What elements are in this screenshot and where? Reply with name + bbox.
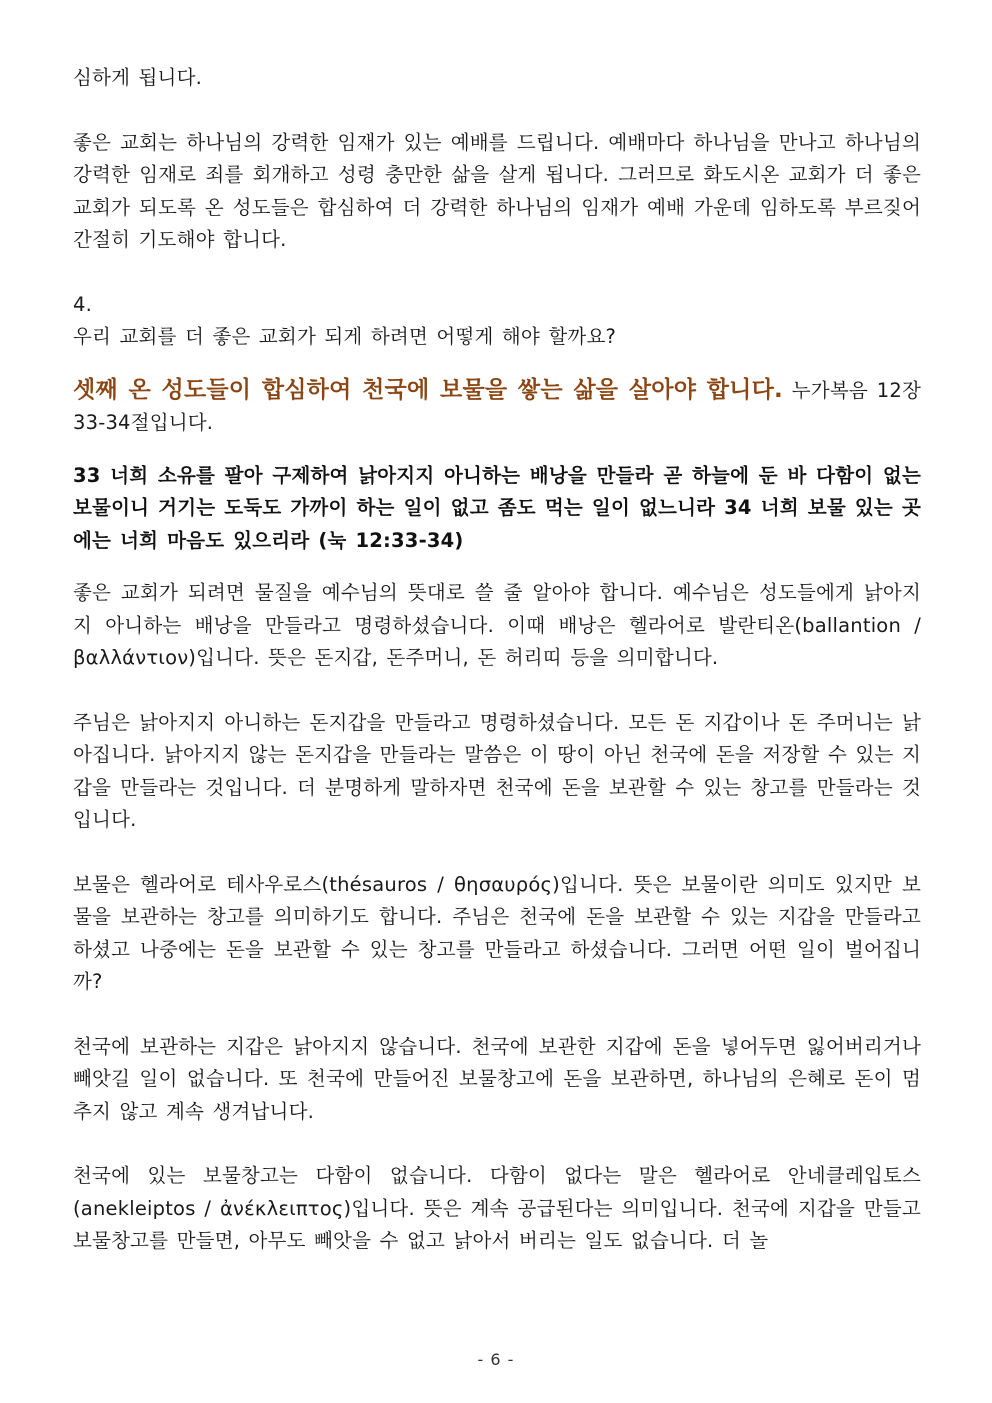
paragraph-ballantion: 좋은 교회가 되려면 물질을 예수님의 뜻대로 쓸 줄 알아야 합니다. 예수님은 성도들에게 낡아지지 아니하는 배낭을 만들라고 명령하셨습니다. 이때 배낭은 헬라어로 발란티온(ballantion / βαλλάντιον)입니다. 뜻은 돈지갑, 돈주머니, 돈 허리띠 등을 의미합니다.: [73, 581, 921, 669]
scripture-verse: 33 너희 소유를 팔아 구제하여 낡아지지 아니하는 배낭을 만들라 곧 하늘에 둔 바 다함이 없는 보물이니 거기는 도둑도 가까이 하는 일이 없고 좀도 먹는 일이 없느니라 34 너희 보물 있는 곳에는 너희 마음도 있으리라 (눅 12:33-34): [73, 463, 921, 552]
section-question: 우리 교회를 더 좋은 교회가 되게 하려면 어떻게 해야 할까요?: [73, 325, 617, 348]
paragraph-continuation: 심하게 됩니다.: [73, 66, 203, 89]
scripture-reference: 누가복음 12장 33-34절입니다.: [73, 378, 921, 434]
section-heading: 셋째 온 성도들이 합심하여 천국에 보물을 쌓는 삶을 살아야 합니다.: [73, 376, 783, 403]
section-heading-paragraph: [73, 374, 921, 440]
paragraph-heaven-wallet: 천국에 보관하는 지갑은 낡아지지 않습니다. 천국에 보관한 지갑에 돈을 넣어두면 잃어버리거나 빼앗길 일이 없습니다. 또 천국에 만들어진 보물창고에 돈을 보관하면, 하나님의 은혜로 돈이 멈추지 않고 계속 생겨납니다.: [73, 1034, 921, 1123]
paragraph-thesauros: 보물은 헬라어로 테사우로스(thésauros / θησαυρός)입니다. 뜻은 보물이란 의미도 있지만 보물을 보관하는 창고를 의미하기도 합니다. 주님은 천국에 돈을 보관할 수 있는 지갑을 만들라고 하셨고 나중에는 돈을 보관할 수 있는 창고를 만들라고 하셨습니다. 그러면 어떤 일이 벌어집니까?: [73, 872, 921, 993]
paragraph-anekleiptos: 천국에 있는 보물창고는 다함이 없습니다. 다함이 없다는 말은 헬라어로 안네클레입토스(anekleiptos / ἀνέκλειπτος)입니다. 뜻은 계속 공급된다는 의미입니다. 천국에 지갑을 만들고 보물창고를 만들면, 아무도 빼앗을 수 없고 낡아서 버리는 일도 없습니다. 더 놀: [73, 1164, 921, 1252]
page-number: - 6 -: [477, 1350, 515, 1369]
paragraph-wallet: 주님은 낡아지지 아니하는 돈지갑을 만들라고 명령하셨습니다. 모든 돈 지갑이나 돈 주머니는 낡아집니다. 낡아지지 않는 돈지갑을 만들라는 말씀은 이 땅이 아닌 천국에 돈을 저장할 수 있는 지갑을 만들라는 것입니다. 더 분명하게 말하자면 천국에 돈을 보관할 수 있는 창고를 만들라는 것입니다.: [73, 710, 921, 831]
section-number: 4.: [73, 292, 93, 316]
paragraph-worship: 좋은 교회는 하나님의 강력한 임재가 있는 예배를 드립니다. 예배마다 하나님을 만나고 하나님의 강력한 임재로 죄를 회개하고 성령 충만한 삶을 살게 됩니다. 그러므로 화도시온 교회가 더 좋은 교회가 되도록 온 성도들은 합심하여 더 강력한 하나님의 임재가 예배 가운데 임하도록 부르짖어 간절히 기도해야 합니다.: [73, 130, 921, 251]
document-page: [73, 62, 921, 1258]
